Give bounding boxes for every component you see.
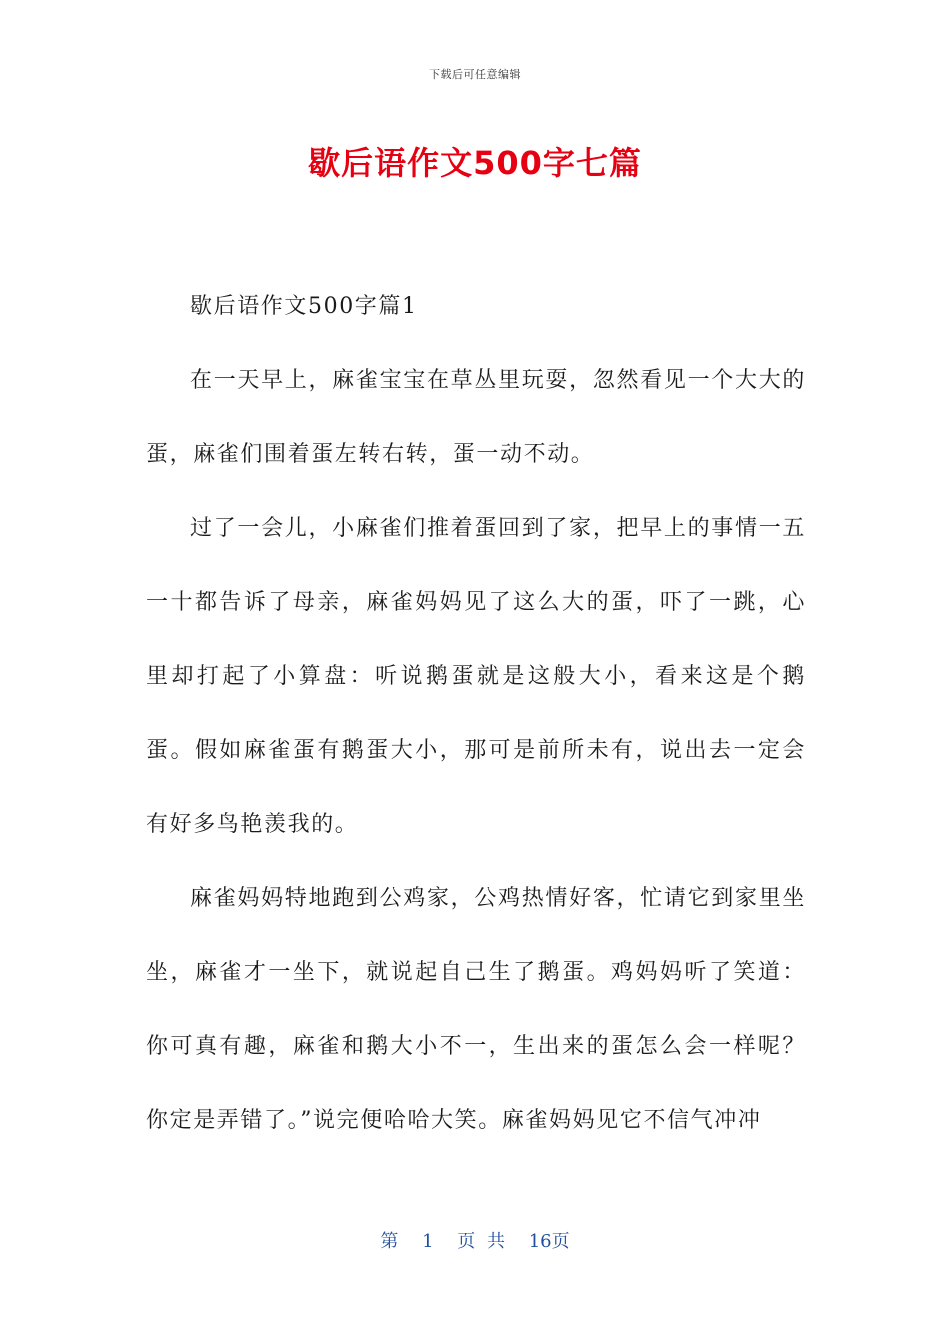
footer-total-pages: 16页 <box>528 1231 570 1252</box>
document-body <box>146 270 806 1158</box>
footer-middle: 页 共 <box>457 1231 505 1252</box>
page-number-footer <box>0 1227 950 1253</box>
document-title: 歇后语作文500字七篇 <box>308 144 642 182</box>
footer-current-page: 1 <box>422 1231 434 1252</box>
section-heading: 歇后语作文500字篇1 <box>190 294 418 319</box>
paragraph: 过了一会儿，小麻雀们推着蛋回到了家，把早上的事情一五一十都告诉了母亲，麻雀妈妈见了这么大的蛋，吓了一跳，心里却打起了小算盘：听说鹅蛋就是这般大小，看来这是个鹅蛋。假如麻雀蛋有鹅蛋大小，那可是前所未有，说出去一定会有好多鸟艳羡我的。 <box>146 516 806 837</box>
paragraph: 麻雀妈妈特地跑到公鸡家，公鸡热情好客，忙请它到家里坐坐，麻雀才一坐下，就说起自己生了鹅蛋。鸡妈妈听了笑道：你可真有趣，麻雀和鹅大小不一，生出来的蛋怎么会一样呢？你定是弄错了。”说完便哈哈大笑。麻雀妈妈见它不信气冲冲 <box>146 886 806 1133</box>
header-note: 下载后可任意编辑 <box>429 68 521 81</box>
footer-prefix: 第 <box>380 1231 399 1252</box>
paragraph: 在一天早上，麻雀宝宝在草丛里玩耍，忽然看见一个大大的蛋，麻雀们围着蛋左转右转，蛋一动不动。 <box>146 368 806 467</box>
